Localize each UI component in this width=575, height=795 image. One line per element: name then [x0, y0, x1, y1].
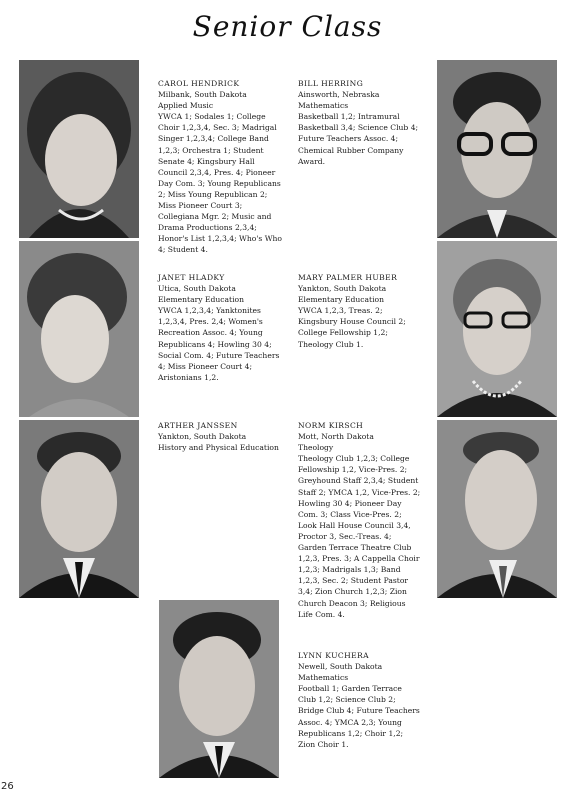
student-name: JANET HLADKY: [158, 273, 225, 282]
student-name: CAROL HENDRICK: [158, 79, 240, 88]
student-activities: Football 1; Garden Terrace Club 1,2; Science Club 2; Bridge Club 4; Future Teachers Assoc. 4; YMCA 2,3; Young Republicans 1,2; Choir 1,2; Zion Choir 1.: [298, 684, 420, 749]
student-name: BILL HERRING: [298, 79, 364, 88]
student-hometown: Yankton, South Dakota: [298, 284, 387, 294]
student-name: ARTHER JANSSEN: [158, 421, 238, 430]
student-major: Elementary Education: [298, 295, 384, 305]
student-major: Elementary Education: [158, 295, 244, 305]
student-name: LYNN KUCHERA: [298, 651, 370, 660]
portrait-photo-lynn-kuchera: [159, 600, 279, 778]
portrait-photo-arther-janssen: [19, 420, 139, 598]
student-major: History and Physical Education: [158, 443, 279, 453]
portrait-photo-norm-kirsch: [437, 420, 557, 598]
student-hometown: Ainsworth, Nebraska: [298, 90, 380, 100]
bio-bill-herring: [298, 78, 420, 167]
student-hometown: Newell, South Dakota: [298, 662, 383, 672]
student-hometown: Milbank, South Dakota: [158, 90, 247, 100]
portrait-photo-mary-palmer-huber: [437, 241, 557, 417]
bio-carol-hendrick: [158, 78, 283, 256]
student-major: Applied Music: [158, 101, 214, 111]
bio-janet-hladky: [158, 272, 283, 383]
student-major: Mathematics: [298, 673, 349, 683]
page-title: Senior Class: [192, 10, 383, 43]
student-activities: Theology Club 1,2,3; College Fellowship 1,2, Vice-Pres. 2; Greyhound Staff 2,3,4; Student Staff 2; YMCA 1,2, Vice-Pres. 2; Howling 30 4; Pioneer Day Com. 3; Class Vice-Pres. 2; Look Hall House Council 3,4, Proctor 3, Sec.-Treas. 4; Garden Terrace Theatre Club 1,2,3, Pres. 3; A Cappella Choir 1,2,3; Madrigals 1,3; Band 1,2,3, Sec. 2; Student Pastor 3,4; Zion Church 1,2,3; Zion Church Deacon 3; Religious Life Com. 4.: [298, 454, 421, 619]
bio-norm-kirsch: [298, 420, 422, 620]
bio-lynn-kuchera: [298, 650, 422, 750]
student-major: Theology: [298, 443, 334, 453]
student-activities: YWCA 1,2,3,4; Yanktonites 1,2,3,4, Pres. 2,4; Women's Recreation Assoc. 4; Young Republicans 4; Howling 30 4; Social Com. 4; Future Teachers 4; Miss Pioneer Court 4; Aristonians 1,2.: [158, 306, 280, 382]
student-hometown: Yankton, South Dakota: [158, 432, 247, 442]
portrait-photo-bill-herring: [437, 60, 557, 238]
bio-mary-palmer-huber: [298, 272, 420, 350]
student-name: NORM KIRSCH: [298, 421, 364, 430]
portrait-photo-carol-hendrick: [19, 60, 139, 238]
student-activities: YWCA 1; Sodales 1; College Choir 1,2,3,4, Sec. 3; Madrigal Singer 1,2,3,4; College Band 1,2,3; Orchestra 1; Student Senate 4; Kingsbury Hall Council 2,3,4, Pres. 4; Pioneer Day Com. 3; Young Republicans 2; Miss Young Republican 2; Miss Pioneer Court 3; Collegiana Mgr. 2; Music and Drama Productions 2,3,4; Honor's List 1,2,3,4; Who's Who 4; Student 4.: [158, 112, 282, 255]
student-activities: YWCA 1,2,3, Treas. 2; Kingsbury House Council 2; College Fellowship 1,2; Theology Club 1.: [298, 306, 406, 349]
student-hometown: Utica, South Dakota: [158, 284, 236, 294]
student-hometown: Mott, North Dakota: [298, 432, 374, 442]
student-name: MARY PALMER HUBER: [298, 273, 398, 282]
student-major: Mathematics: [298, 101, 349, 111]
bio-arther-janssen: [158, 420, 283, 453]
student-activities: Basketball 1,2; Intramural Basketball 3,4; Science Club 4; Future Teachers Assoc. 4; Chemical Rubber Company Award.: [298, 112, 419, 166]
page-number: 26: [1, 781, 14, 792]
portrait-photo-janet-hladky: [19, 241, 139, 417]
